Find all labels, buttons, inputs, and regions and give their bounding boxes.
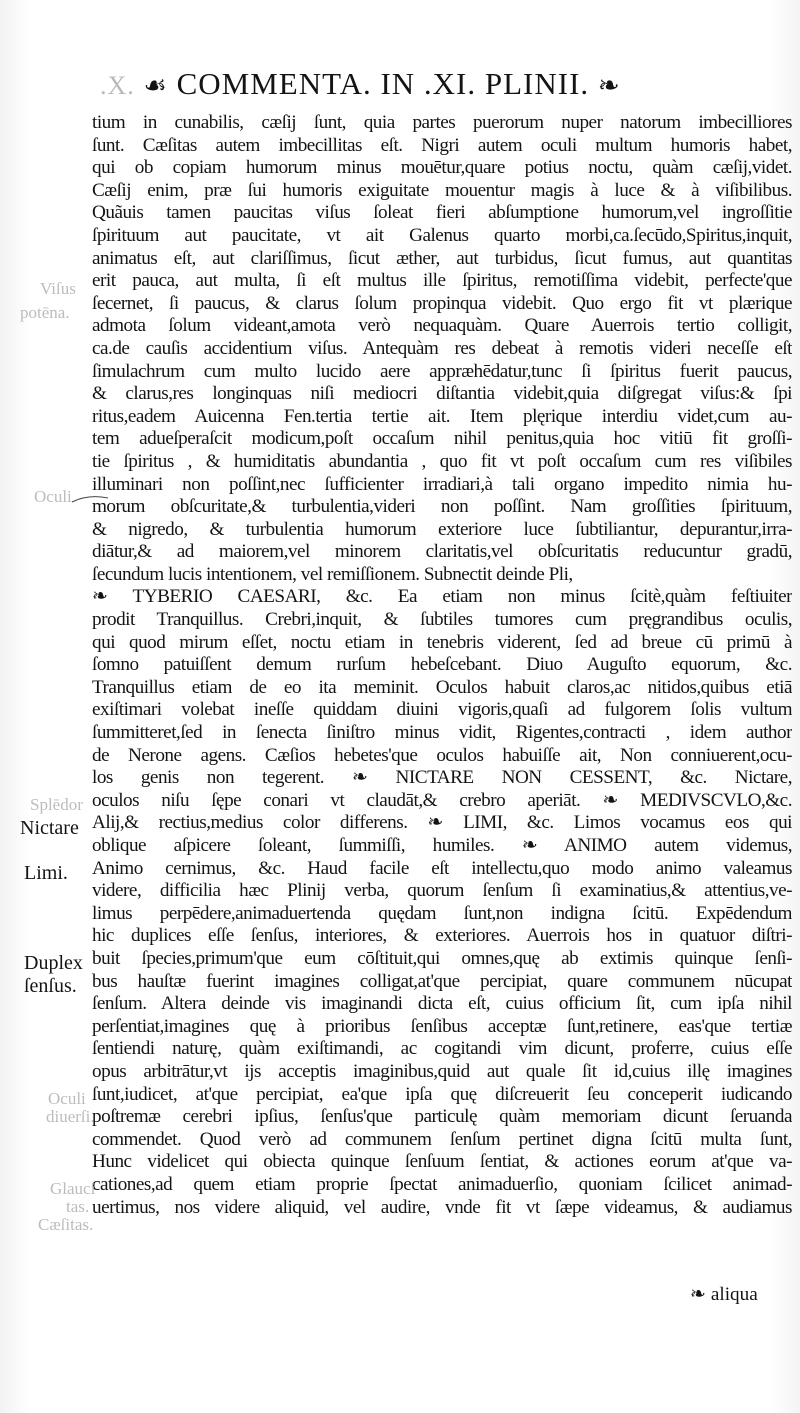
text-line: perſentiat,imagines quę à prioribus ſenſibus acceptæ ſunt,retinere, eas'que tertiæ <box>92 1015 792 1037</box>
text-line: ſecundum lucis intentionem, vel remiſſionem. Subnectit deinde Pli, <box>92 563 573 585</box>
text-line: hic duplices eſſe ſenſus, interiores, & exteriores. Auerrois hos in quatuor diſtri- <box>92 925 792 947</box>
text-line: cationes,ad quem etiam proprie ſpectat animaduerſio, quoniam ſcilicet animad- <box>92 1173 792 1195</box>
text-line: opus arbitrātur,vt ijs acceptis imaginibus,quid aut quale ſit id,cuius illę imagines <box>92 1060 792 1082</box>
text-line: uertimus, nos videre aliquid, vel audire, vnde fit vt ſæpe videamus, & audiamus <box>92 1196 792 1218</box>
text-line: tem adueſperaſcit modicum,poſt occaſum nihil penitus,quia hoc vitiū fit groſſi- <box>92 428 792 450</box>
text-line: ſomno patuiſſent demum rurſum hebeſcebant. Diuo Auguſto equorum, &c. <box>92 654 792 676</box>
margin-ghost-visus: Viſus <box>40 279 76 298</box>
text-line: videre, difficilia hæc Plinij verba, quorum ſenſum ſi examinatius,& attentius,ve- <box>92 880 792 902</box>
text-line: bus hauſtæ fuerint imagines colligat,at'que percipiat, quare communem nūcupat <box>92 970 792 992</box>
margin-ghost-diversi: diuerſi. <box>46 1107 95 1126</box>
text-line: tium in cunabilis, cæſij ſunt, quia partes puerorum nuper natorum imbecilliores <box>92 112 792 133</box>
text-line: ritus,eadem Auicenna Fen.tertia tertie ait. Item plęrique interdiu videt,cum au- <box>92 405 792 427</box>
text-line: erit pauca, aut multa, ſi eſt multus ille ſpiritus, remotiſſima videbit, perfecte'que <box>92 270 792 292</box>
text-line: ſecernet, ſi paucus, & clarus ſolum propinqua videbit. Quo ergo fit vt plærique <box>92 292 792 314</box>
text-line: poſtremæ cerebri ipſius, ſenſus'que particulę quàm memoriam dicunt ſeruanda <box>92 1106 792 1128</box>
text-line: Quãuis tamen paucitas viſus ſoleat fieri abſumptione humorum,vel ingroſſitie <box>92 202 792 224</box>
margin-ghost-glauci: Glauci <box>50 1179 96 1198</box>
running-head <box>100 66 800 110</box>
catchword: ❧ aliqua <box>690 1284 758 1305</box>
text-line: oblique aſpicere ſoleant, ſummiſſi, humiles. ❧ ANIMO autem videmus, <box>92 835 792 856</box>
text-line: illuminari non poſſint,nec ſufficienter irradiari,à tali organo impedito nimia hu- <box>92 473 792 495</box>
fleuron-right-icon: ❧ <box>597 71 621 100</box>
text-line: commendet. Quod verò ad communem ſenſum pertinet digna ſcitū multa ſunt, <box>92 1128 792 1150</box>
text-line: qui quod mirum eſſet, noctu etiam in tenebris viderent, ſed ad breue cū primū à <box>92 631 792 653</box>
text-line: oculos niſu ſępe conari vt claudāt,& crebro aperiāt. ❧ MEDIVSCVLO,&c. <box>92 789 792 811</box>
margin-note-nictare: Nictare <box>20 817 79 839</box>
text-line: morum obſcuritate,& turbulentia,videri non poſſint. Nam groſſities ſpirituum, <box>92 496 792 518</box>
margin-ghost-oculi: Oculi <box>34 487 72 506</box>
running-head-faint-left: .X. <box>100 71 135 100</box>
margin-note-limi: Limi. <box>24 862 68 884</box>
margin-ghost-potentia: potēna. <box>20 303 70 322</box>
text-line: ſentiendi naturę, quàm exiſtimandi, ac cogitandi vim dicunt, proferre, cuius eſſe <box>92 1038 792 1060</box>
margin-connector-stroke <box>70 488 110 508</box>
text-line: ſpirituum aut paucitate, vt ait Galenus quarto morbi,ca.ſecūdo,Spiritus,inquit, <box>92 224 792 246</box>
text-line: ſunt,iudicet, at'que percipiat, ea'que ipſa quę diſcreuerit ſeu conceperit iudicando <box>92 1083 792 1105</box>
text-line: de Nerone agens. Cæſios hebetes'que oculos habuiſſe ait, Non conniuerent,ocu- <box>92 744 792 766</box>
body-text <box>92 112 792 1219</box>
running-head-title: COMMENTA. IN .XI. PLINII. <box>176 66 590 101</box>
text-line: prodit Tranquillus. Crebri,inquit, & ſubtiles tumores cum pręgrandibus oculis, <box>92 609 792 631</box>
text-line: Hunc videlicet qui obiecta quinque ſenſuum ſentiat, & actiones eorum at'que va- <box>92 1151 792 1173</box>
text-line: exiſtimari volebat ineſſe quiddam diuini vigoris,quaſi ad fulgorem ſolis vultum <box>92 699 792 721</box>
text-line: ❧ TYBERIO CAESARI, &c. Ea etiam non minus ſcitè,quàm feſtiuiter <box>92 586 792 608</box>
fleuron-left-icon: ☙ <box>143 71 168 100</box>
text-line: limus perpēdere,animaduertenda quędam ſunt,non indigna ſcitū. Expēdendum <box>92 902 792 924</box>
text-line: ſenſum. Altera deinde vis imaginandi dicta eſt, cuius officium ſit, cum ipſa nihil <box>92 993 792 1015</box>
text-line: ſunt. Cæſitas autem imbecillitas eſt. Nigri autem oculi multum humoris habet, <box>92 134 792 156</box>
text-line: animatus eſt, aut clariſſimus, ſicut æther, aut turbidus, ſicut fumus, aut quantitas <box>92 247 792 269</box>
text-line: & nigredo, & turbulentia humorum exteriore luce ſubtiliantur, depurantur,irra- <box>92 518 792 540</box>
margin-note-sensus: ſenſus. <box>24 975 77 997</box>
margin-ghost-splendor: Splēdor <box>30 795 83 814</box>
margin-note-duplex: Duplex <box>24 952 83 974</box>
text-line: Alij,& rectius,medius color differens. ❧ LIMI, &c. Limos vocamus eos qui <box>92 812 792 834</box>
margin-ghost-oculi-2: Oculi <box>48 1089 86 1108</box>
text-line: admota ſolum videant,amota verò nequaquàm. Quare Auerrois tertio colligit, <box>92 315 792 337</box>
text-line: ſimulachrum cum multo lucido aere appræhēdatur,tunc ſi ſpiritus fuerit paucus, <box>92 360 792 382</box>
margin-ghost-tas: tas. <box>66 1197 90 1216</box>
text-line: & clarus,res longinquas niſi mediocri diſtantia videbit,quia diſgregat viſus:& ſpi <box>92 383 792 405</box>
text-line: ca.de cauſis accidentium viſus. Antequàm res debeat à remotis videri neceſſe eſt <box>92 337 792 359</box>
text-line: Animo cernimus, &c. Haud facile eſt intellectu,quo modo animo valeamus <box>92 857 792 879</box>
text-line: ſummitteret,ſed in ſenecta ſiniſtro minus vidit, Rigentes,contracti , idem author <box>92 722 792 744</box>
text-line: buit ſpecies,primum'que eum cōſtituit,qui omnes,quę ab extimis quinque ſenſi- <box>92 947 792 969</box>
text-line: Cæſij enim, præ ſui humoris exiguitate mouentur magis à luce & à viſibilibus. <box>92 179 792 201</box>
text-line: qui ob copiam humorum minus mouētur,quare potius noctu, quàm cæſij,videt. <box>92 157 792 179</box>
text-line: diātur,& ad maiorem,vel minorem claritatis,vel obſcuritatis reducuntur gradū, <box>92 541 792 563</box>
margin-ghost-caesitas: Cæſitas. <box>38 1215 94 1234</box>
text-line: tie ſpiritus , & humiditatis abundantia , quo fit vt poſt occaſum cum res viſibiles <box>92 450 792 472</box>
text-line: Tranquillus etiam de eo ita meminit. Oculos habuit claros,ac nitidos,quibus etiā <box>92 676 792 698</box>
text-line: los genis non tegerent. ❧ NICTARE NON CESSENT, &c. Nictare, <box>92 767 792 789</box>
